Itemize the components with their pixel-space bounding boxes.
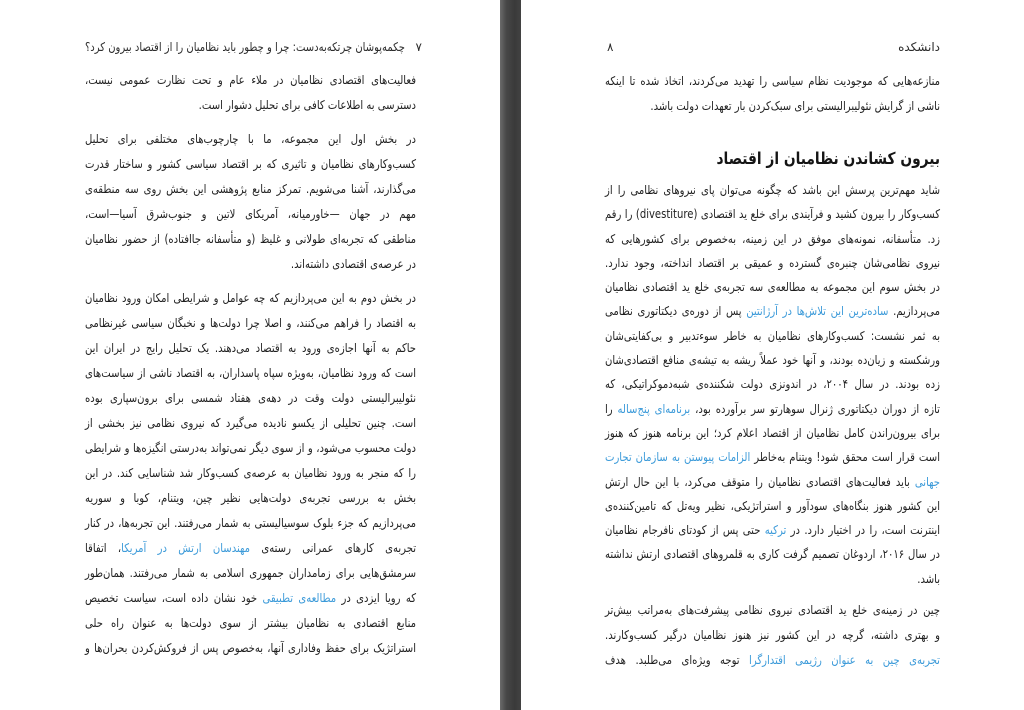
text-line: منازعه‌هایی که موجودیت نظام سیاسی را تهدید می‌کردند، اتخاذ شده تا اینکه [605,73,940,88]
book-gutter [500,0,521,710]
text-line: است. چنین تحلیلی از یکسو نادیده می‌گیرد که نیروی نظامی نیز بخشی از [85,415,416,430]
text-line: منابع اقتصادی به نظامیان بیشتر از سوی دولت‌ها به عنوان راه حلی [85,615,416,630]
running-title: چکمه‌پوشان چرتکه‌به‌دست: چرا و چطور باید نظامیان را از اقتصاد بیرون کرد؟ [85,40,405,54]
page-number: ۸ [607,40,614,54]
inline-link[interactable]: مهندسان ارتش در آمریکا [121,540,251,555]
text-line: به اقتصاد را فراهم می‌کنند، و اصلا چرا دولت‌ها و نخبگان سیاسی غیرنظامی [85,315,416,330]
text-line: شاید مهم‌ترین پرسش این باشد که چگونه می‌توان پای نیروهای نظامی را از [605,183,940,197]
text-line: است که ورود نظامیان، به‌ویژه سپاه پاسداران، به اقتصاد ناشی از سیاست‌های [85,365,416,380]
paragraph [605,69,940,119]
paragraph [85,68,416,118]
text-line [85,536,416,561]
text-line: این کشور هنوز بنگاه‌های سودآور و استراتژیکی، نظیر ویه‌تل که تامین‌کننده‌ی [605,498,940,513]
text-line: کسب‌وکار را بیرون کشید و فرآیندی برای خلع ید اقتصادی (divestiture) را رقم [605,207,940,222]
text-line: ناشی از گرایش نئولیبرالیستی برای سبک‌کردن بار تعهدات دولت باشد. [650,98,940,113]
text-line: در بخش سوم این مجموعه به مطالعه‌ی سه تجربه‌ی خلع ید اقتصادی نظامیان [605,280,940,295]
text-run: تجربه‌ی کارهای عمرانی رسته‌ی [250,540,416,555]
text-line: می‌پردازیم که جزء بلوک سوسیالیستی به شمار می‌رفتند. این تجربه‌ها، در کنار [85,515,416,530]
text-line: به ثمر نشست: کسب‌وکارهای نظامیان به خاطر سوءتدبیر و بی‌کفایتی‌شان [605,328,940,343]
text-line: نیروی نظامی‌شان چنبره‌ی گسترده و عمیقی بر اقتصاد انداخته، وجود ندارد. [605,255,940,270]
text-column [605,69,940,673]
text-line [605,445,940,469]
text-line [605,470,940,494]
text-line: باشد. [917,571,940,586]
text-line: ورشکسته و زیان‌ده بودند، و آنها خود عملاً ریشه به تیشه‌ی منافع اقتصادی‌شان [605,353,940,368]
inline-link[interactable]: الزامات پیوستن به سازمان تجارت [605,450,751,465]
left-page [0,0,500,710]
inline-link[interactable]: برنامه‌ای پنج‌ساله [617,401,691,416]
paragraph [605,178,940,591]
inline-link[interactable]: ساده‌ترین این تلاش‌ها در آرژانتین [746,304,889,319]
text-line: در بخش اول این مجموعه، ما با چارچوب‌های مختلفی برای تحلیل [85,131,416,146]
text-run: است قرار است محقق شود! ویتنام به‌خاطر [750,450,940,465]
text-run: پس از دوره‌ی دیکتاتوری نظامی [605,304,747,319]
text-line: چین در زمینه‌ی خلع ید اقتصادی نیروی نظامی پیشرفت‌های به‌مراتب بیش‌تر [605,602,940,617]
text-line: در سال ۲۰۱۶، اردوغان تصمیم گرفت کاری به قلمروهای اقتصادی ارتش نداشته [605,547,940,562]
text-run: را [605,401,618,416]
section-heading: بیرون کشاندن نظامیان از اقتصاد [716,149,940,168]
text-run: باید فعالیت‌های اقتصادی نظامیان را متوقف می‌کرد، با این حال ارتش [605,474,915,489]
text-run: حتی پس از کودتای نافرجام نظامیان [605,523,765,538]
inline-link[interactable]: مطالعه‌ی تطبیقی [262,590,337,605]
text-line: در بخش دوم به این می‌پردازیم که چه عوامل و شرایطی امکان ورود نظامیان [85,290,416,305]
paragraph [605,598,940,673]
text-line: مناطقی که تجربه‌ای طولانی و غلیظ (و متأسفانه جاافتاده) از حضور نظامیان [85,231,416,246]
text-line [605,648,940,673]
text-line [605,518,940,542]
inline-link[interactable]: جهانی [914,474,940,489]
text-line: زد. متأسفانه، نمونه‌های موفق در این زمینه، به‌خصوص برای کشورهایی که [605,231,940,246]
running-title: دانشکده [898,40,940,54]
page-number: ۷ [415,40,422,54]
text-column [85,68,416,661]
text-line: زده بودند. در سال ۲۰۰۴، در اندونزی دولت شکننده‌ی شبه‌دموکراتیکی، که [605,377,940,392]
text-line: در عرصه‌ی اقتصادی داشته‌اند. [290,256,416,271]
text-line: کسب‌وکارهای نظامیان و تاثیری که بر اقتصاد سیاسی کشور و ساختار قدرت [85,156,416,171]
text-line: برای بیرون‌راندن کامل نظامیان از اقتصاد اعلام کرد؛ این برنامه هنوز که هنوز [605,425,940,440]
text-line [605,299,940,323]
paragraph [85,286,416,661]
text-line [85,586,416,611]
text-run: که رویا ایزدی در [336,590,416,605]
paragraph [85,127,416,277]
text-line: سرمشق‌هایی برای زمامداران جمهوری اسلامی به شمار می‌رفتند. همان‌طور [85,565,416,580]
text-line: و بهتری داشته، گرچه در این کشور نیز هنوز نظامیان درگیر کسب‌وکارند. [605,627,940,642]
text-line [605,397,940,421]
text-run: اینترنت است، را در اختیار دارد. در [786,523,940,538]
text-run: تازه از دوران دیکتاتوری ژنرال سوهارتو سر برآورده بود، [690,401,940,416]
text-line: استراتژیک برای حفظ وفاداری آنها، به‌خصوص پس از فروکش‌کردن بحران‌ها و [85,640,416,655]
text-line: بخش به بررسی تجربه‌ی دولت‌هایی نظیر چین، ویتنام، کوبا و سوریه [85,490,416,505]
text-line: حاکم به آنها اجازه‌ی ورود به اقتصاد می‌دهند. یک تحلیل رایج در ایران این [85,340,416,355]
text-line: دولت محسوب می‌شود، و از سوی دیگر نمی‌تواند به‌درستی انگیزه‌ها و شرایطی [85,440,416,455]
text-line: دسترسی به اطلاعات کافی برای تحلیل دشوار است. [198,98,416,112]
inline-link[interactable]: تجربه‌ی چین به عنوان رژیمی اقتدارگرا [749,652,940,667]
text-line: فعالیت‌های اقتصادی نظامیان در ملاء عام و تحت نظارت عمومی نیست، [85,73,416,87]
text-line: نئولیبرالیستی دولت وقت در دهه‌ی هفتاد شمسی برای برون‌سپاری بوده [85,390,416,405]
text-line: را که منجر به ورود نظامیان به عرصه‌ی کسب‌وکار شد شناسایی کند. در این [85,465,416,480]
text-run: خود نشان داده است، سیاست تخصیص [85,590,263,605]
text-line: می‌گذارند، آشنا می‌شویم. تمرکز منابع پژوهشی این بخش روی سه منطقه‌ی [85,181,416,196]
inline-link[interactable]: ترکیه [764,523,787,538]
right-page [521,0,1024,710]
text-run: توجه ویژه‌ای می‌طلبد. هدف [605,652,750,667]
text-run: ، اتفاقا [85,540,122,555]
text-run: می‌پردازیم. [888,304,940,319]
text-line: مهم در جهان —خاورمیانه، آمریکای لاتین و جنوب‌شرق آسیا—است، [85,206,416,221]
